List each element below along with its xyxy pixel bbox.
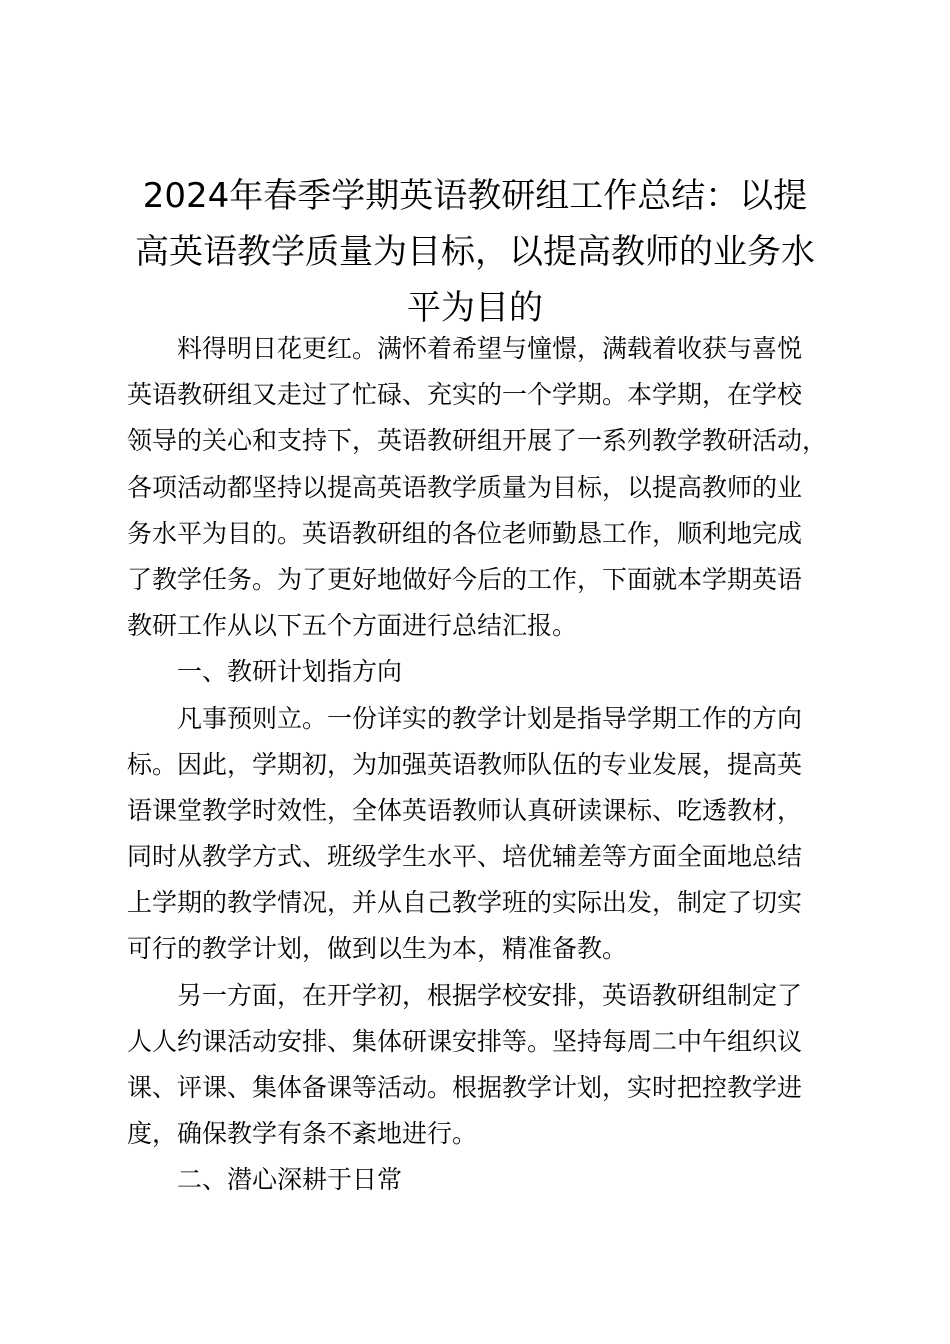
paragraph-line: 度，确保教学有条不紊地进行。 [127,1119,478,1149]
paragraph-line: 可行的教学计划，做到以生为本，精准备教。 [127,934,628,964]
section-heading: 一、教研计划指方向 [177,657,403,687]
paragraph-line: 教研工作从以下五个方面进行总结汇报。 [127,611,578,641]
paragraph-line: 料得明日花更红。满怀着希望与憧憬，满载着收获与喜悦 [177,334,803,363]
section-heading: 二、潜心深耕于日常 [177,1165,403,1195]
paragraph-line: 同时从教学方式、班级学生水平、培优辅差等方面全面地总结 [127,842,803,872]
paragraph-line: 各项活动都坚持以提高英语教学质量为目标，以提高教师的业 [127,472,803,502]
paragraph-line: 英语教研组又走过了忙碌、充实的一个学期。本学期，在学校 [127,380,803,410]
paragraph-line: 凡事预则立。一份详实的教学计划是指导学期工作的方向 [177,703,803,733]
paragraph-line: 领导的关心和支持下，英语教研组开展了一系列教学教研活动， [127,426,828,456]
document-title [110,168,840,336]
paragraph-line: 课、评课、集体备课等活动。根据教学计划，实时把控教学进 [127,1073,803,1102]
paragraph-line: 务水平为目的。英语教研组的各位老师勤恳工作，顺利地完成 [127,518,803,548]
document-body [127,326,857,1204]
title-line: 高英语教学质量为目标，以提高教师的业务水 [135,232,815,272]
paragraph-line: 标。因此，学期初，为加强英语教师队伍的专业发展，提高英 [127,749,803,779]
paragraph-line: 另一方面，在开学初，根据学校安排，英语教研组制定了 [177,980,803,1010]
paragraph-line: 上学期的教学情况，并从自己教学班的实际出发，制定了切实 [127,888,803,918]
paragraph-line: 语课堂教学时效性，全体英语教师认真研读课标、吃透教材， [127,795,803,825]
title-line: 2024年春季学期英语教研组工作总结：以提 [142,176,808,216]
paragraph-line: 人人约课活动安排、集体研课安排等。坚持每周二中午组织议 [127,1026,803,1056]
title-line: 平为目的 [407,288,543,328]
paragraph-line: 了教学任务。为了更好地做好今后的工作，下面就本学期英语 [127,564,803,594]
